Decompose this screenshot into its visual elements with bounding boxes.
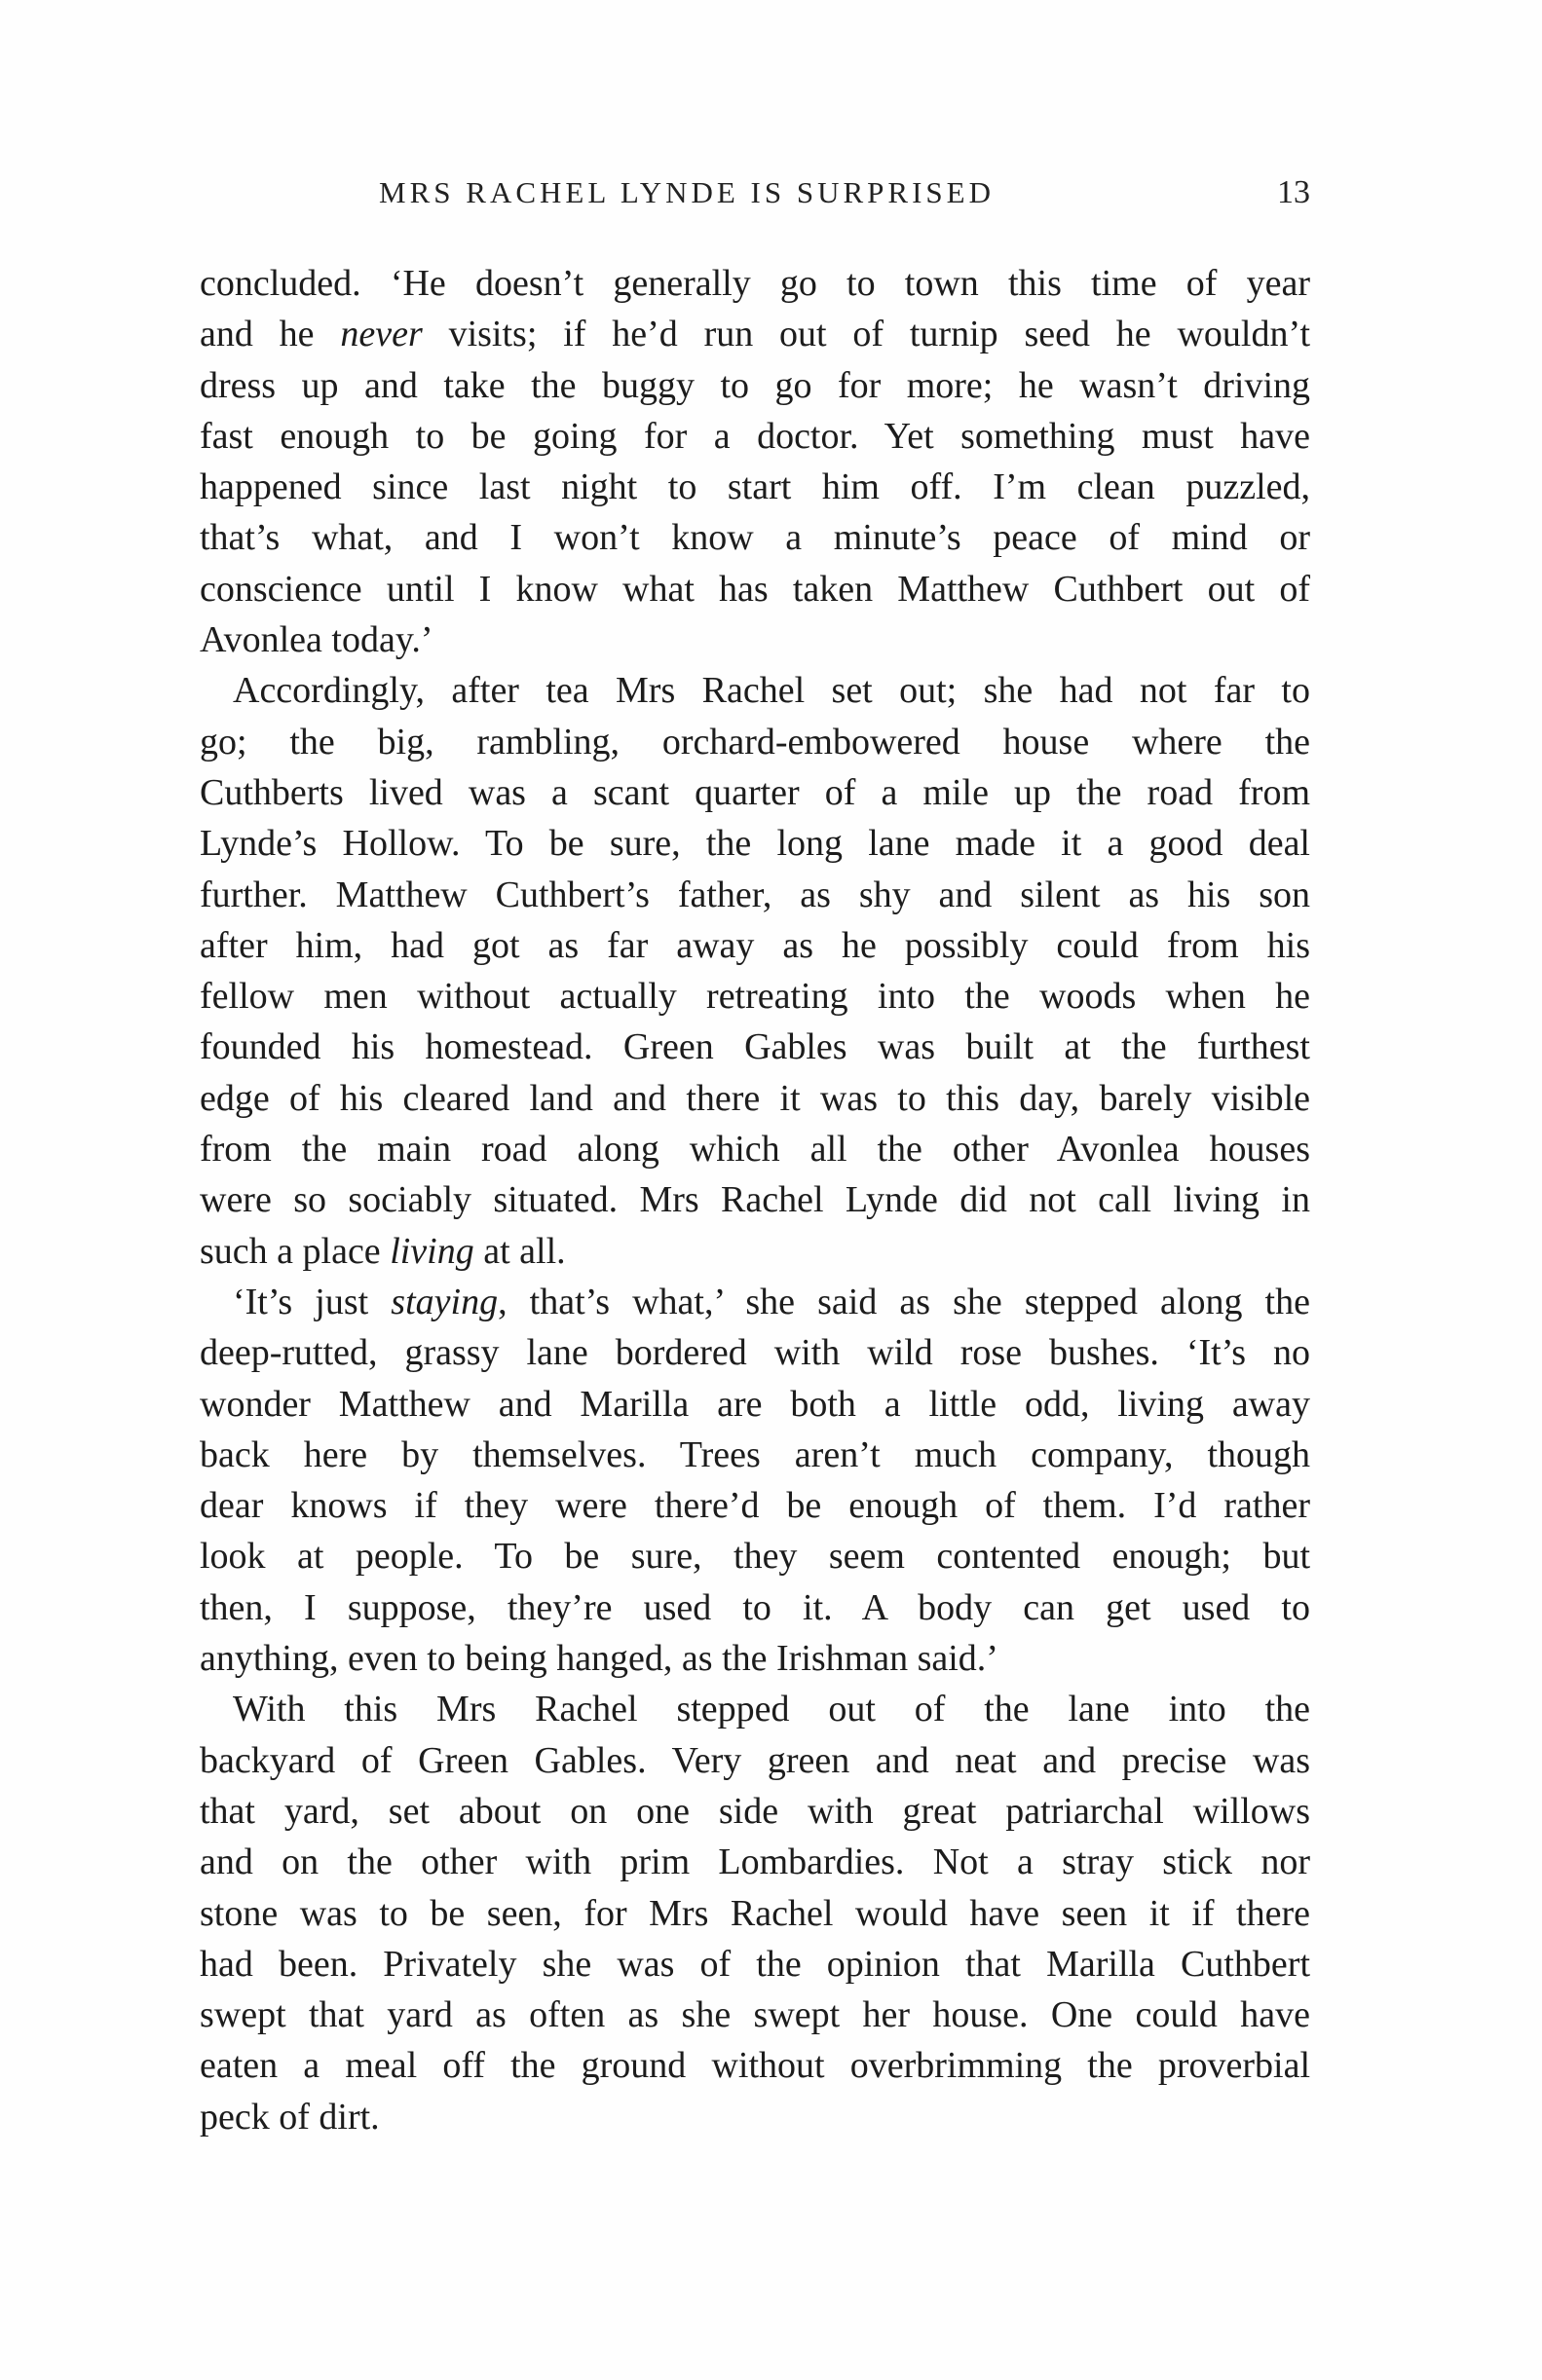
text-segment: from the main road along which all the other Avonlea houses — [200, 1129, 1310, 1171]
text-line — [200, 1633, 1310, 1684]
text-segment: Lynde’s Hollow. To be sure, the long lane made it a good deal — [200, 823, 1310, 865]
text-segment: concluded. ‘He doesn’t generally go to town this time of year — [200, 263, 1310, 304]
text-segment: anything, even to being hanged, as the Irishman said.’ — [200, 1638, 998, 1680]
text-line — [200, 1327, 1310, 1378]
text-segment: then, I suppose, they’re used to it. A body can get used to — [200, 1586, 1310, 1628]
text-segment: visits; if he’d run out of turnip seed he wouldn’t — [422, 314, 1311, 355]
text-line — [200, 767, 1310, 818]
text-segment: had been. Privately she was of the opinion that Marilla Cuthbert — [200, 1943, 1310, 1985]
text-line — [200, 1226, 1310, 1277]
text-segment: ‘It’s just — [233, 1281, 392, 1322]
page-number: 13 — [1277, 174, 1310, 210]
text-segment: that yard, set about on one side with great patriarchal willows — [200, 1790, 1310, 1832]
text-segment: dear knows if they were there’d be enough of them. I’d rather — [200, 1485, 1310, 1527]
text-segment: swept that yard as often as she swept her house. One could have — [200, 1994, 1310, 2036]
text-line — [200, 818, 1310, 869]
text-segment: wonder Matthew and Marilla are both a little odd, living away — [200, 1383, 1310, 1425]
text-line — [200, 1786, 1310, 1837]
italic-emphasis: staying — [391, 1281, 499, 1322]
text-line — [200, 920, 1310, 971]
italic-emphasis: never — [340, 314, 423, 355]
text-line — [200, 717, 1310, 767]
italic-emphasis: living — [390, 1230, 474, 1272]
text-line — [200, 1379, 1310, 1430]
text-line — [200, 1735, 1310, 1786]
text-segment: conscience until I know what has taken Matthew Cuthbert out of — [200, 568, 1310, 610]
text-line — [200, 1582, 1310, 1633]
body-text — [200, 258, 1310, 2142]
text-segment: at all. — [473, 1230, 566, 1272]
text-line — [200, 1277, 1310, 1327]
text-line — [200, 1022, 1310, 1072]
text-segment: peck of dirt. — [200, 2096, 380, 2138]
text-segment: look at people. To be sure, they seem contented enough; but — [200, 1536, 1310, 1578]
text-segment: Cuthberts lived was a scant quarter of a mile up the road from — [200, 771, 1310, 813]
text-segment: such a place — [200, 1230, 391, 1272]
text-line — [200, 870, 1310, 920]
text-segment: With this Mrs Rachel stepped out of the lane into the — [233, 1689, 1310, 1730]
text-line — [200, 2092, 1310, 2142]
text-line — [200, 1124, 1310, 1174]
text-line — [200, 1073, 1310, 1124]
text-line — [200, 309, 1310, 359]
text-segment: were so sociably situated. Mrs Rachel Lynde did not call living in — [200, 1179, 1310, 1221]
text-segment: founded his homestead. Green Gables was built at the furthest — [200, 1026, 1310, 1068]
text-line — [200, 1430, 1310, 1480]
text-segment: edge of his cleared land and there it was to this day, barely visible — [200, 1077, 1310, 1119]
text-line — [200, 1480, 1310, 1531]
text-segment: deep-rutted, grassy lane bordered with wild rose bushes. ‘It’s no — [200, 1332, 1310, 1374]
text-line — [200, 971, 1310, 1022]
text-line — [200, 2040, 1310, 2091]
text-segment: go; the big, rambling, orchard-embowered house where the — [200, 721, 1310, 762]
text-line — [200, 1837, 1310, 1887]
text-segment: and he — [200, 314, 341, 355]
text-segment: Avonlea today.’ — [200, 619, 433, 661]
text-segment: dress up and take the buggy to go for more; he wasn’t driving — [200, 364, 1310, 406]
text-segment: that’s what, and I won’t know a minute’s peace of mind or — [200, 517, 1310, 559]
text-line — [200, 564, 1310, 614]
text-segment: Accordingly, after tea Mrs Rachel set out; she had not far to — [233, 670, 1310, 712]
running-head — [200, 173, 1310, 212]
text-line — [200, 1531, 1310, 1581]
text-line — [200, 462, 1310, 512]
text-line — [200, 512, 1310, 563]
text-line — [200, 614, 1310, 665]
text-segment: and on the other with prim Lombardies. Not a stray stick nor — [200, 1841, 1310, 1883]
text-segment: fast enough to be going for a doctor. Yet something must have — [200, 415, 1310, 457]
text-line — [200, 1939, 1310, 1990]
text-line — [200, 1174, 1310, 1225]
text-line — [200, 258, 1310, 309]
text-segment: backyard of Green Gables. Very green and neat and precise was — [200, 1739, 1310, 1781]
text-line — [200, 1888, 1310, 1939]
text-segment: back here by themselves. Trees aren’t much company, though — [200, 1433, 1310, 1475]
text-line — [200, 1990, 1310, 2040]
text-line — [200, 411, 1310, 462]
text-segment: stone was to be seen, for Mrs Rachel would have seen it if there — [200, 1892, 1310, 1934]
chapter-running-title: MRS RACHEL LYNDE IS SURPRISED — [379, 175, 995, 209]
text-line — [200, 360, 1310, 411]
text-segment: further. Matthew Cuthbert’s father, as shy and silent as his son — [200, 874, 1310, 915]
text-segment: happened since last night to start him off. I’m clean puzzled, — [200, 466, 1310, 508]
text-segment: , that’s what,’ she said as she stepped along the — [498, 1281, 1310, 1322]
text-segment: fellow men without actually retreating into the woods when he — [200, 976, 1310, 1018]
text-segment: after him, had got as far away as he possibly could from his — [200, 924, 1310, 966]
text-segment: eaten a meal off the ground without overbrimming the proverbial — [200, 2045, 1310, 2087]
text-line — [200, 665, 1310, 716]
text-line — [200, 1684, 1310, 1734]
